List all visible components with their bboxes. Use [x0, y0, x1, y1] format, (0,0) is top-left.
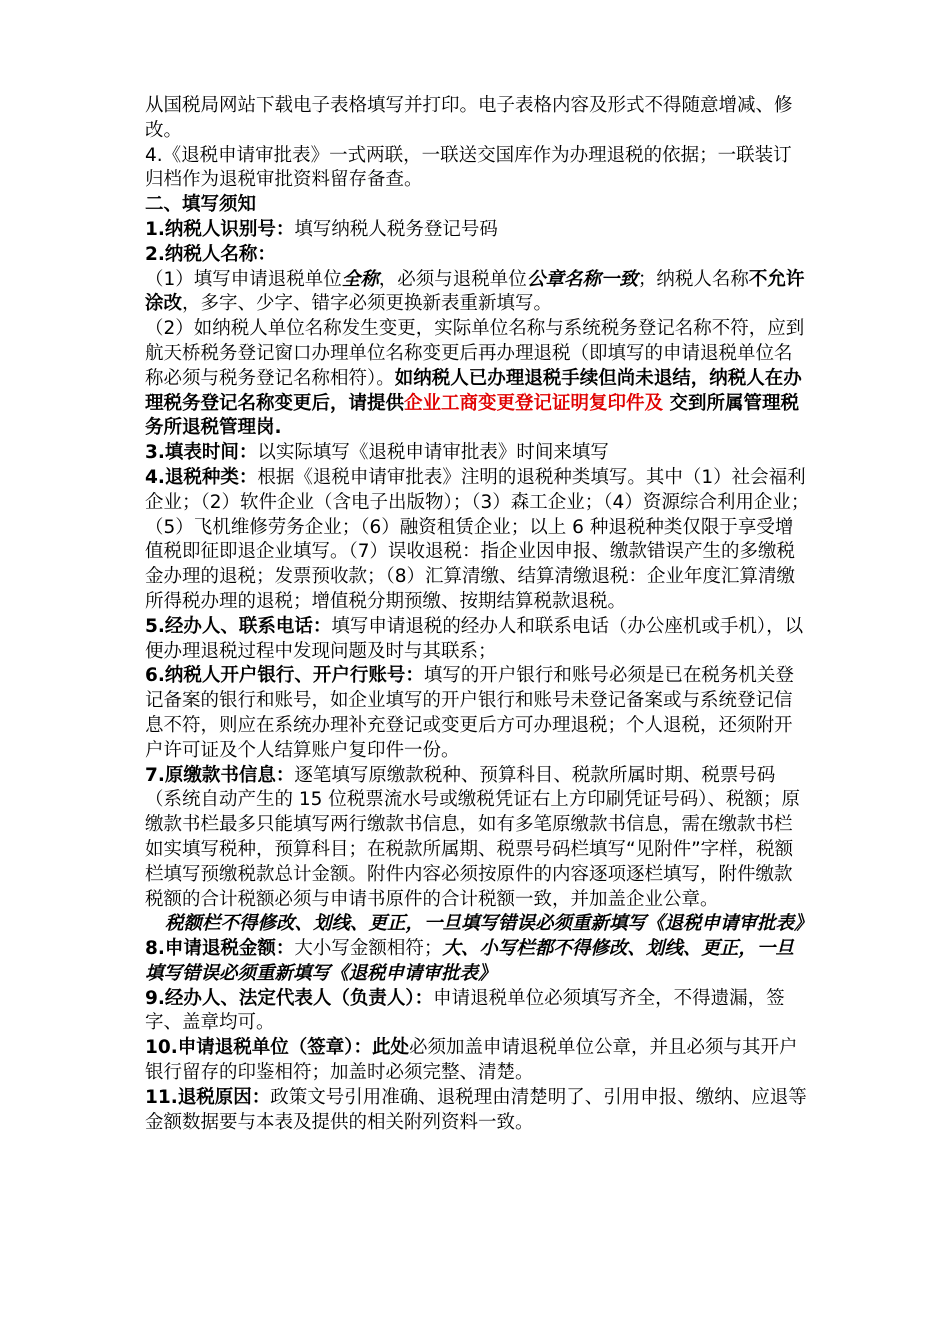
- text-run: ，必须与退税单位: [378, 268, 527, 290]
- item-label: 10.申请退税单位（签章）：: [145, 1037, 373, 1059]
- item-payment-info: [145, 764, 810, 913]
- text-run: ；纳税人名称: [637, 268, 749, 290]
- item-taxpayer-name-sub1: [145, 268, 810, 318]
- item-text: 申请退税单位必须填写齐全，不得遗漏，签字、盖章均可。: [145, 987, 785, 1034]
- bold-run: 如纳税人已办理退税手续但尚未退结，纳税人在办理税务登记名称变更后，请提供: [145, 367, 802, 414]
- item-bank: [145, 664, 810, 763]
- emph-run: 公章名称一致: [526, 268, 638, 290]
- item-label: 3.填表时间：: [145, 442, 258, 464]
- bold-run: 交到所属管理税务所退税管理岗.: [145, 392, 799, 439]
- item-reason: [145, 1086, 810, 1136]
- item-label: 6.纳税人开户银行、开户行账号：: [145, 665, 424, 687]
- item-text: 必须加盖申请退税单位公章，并且必须与其开户银行留存的印鉴相符；加盖时必须完整、清楚。: [145, 1037, 798, 1084]
- item-text: 填写申请退税的经办人和联系电话（办公座机或手机），以便办理退税过程中发现问题及时与其联系；: [145, 615, 804, 662]
- bold-run: 不允许涂改: [145, 268, 805, 315]
- item-taxpayer-name-sub2: [145, 317, 810, 441]
- item-text: 以实际填写《退税申请审批表》时间来填写: [257, 442, 609, 464]
- item-label: 9.经办人、法定代表人（负责人）：: [145, 987, 434, 1009]
- item-label: 7.原缴款书信息：: [145, 764, 295, 786]
- item-contact: [145, 615, 810, 665]
- item-refund-amount: [145, 937, 810, 987]
- item-text: 根据《退税申请审批表》注明的退税种类填写。其中（1）社会福利企业；（2）软件企业（含电子出版物）；（3）森工企业；（4）资源综合利用企业；（5）飞机维修劳务企业；（6）融资租赁企业；以上 6 种退税种类仅限于享受增值税即征即退企业填写。（7）误收退税：指企业因申报、缴款错误产生的多缴税金办理的退税；发票预收款；（8）汇算清缴、结算清缴退税：企业年度汇算清缴所得税办理的退税；增值税分期预缴、按期结算税款退税。: [145, 466, 810, 612]
- red-run: 企业工商变更登记证明复印件及: [404, 392, 664, 414]
- item-taxpayer-id: [145, 218, 810, 243]
- item-refund-type: [145, 466, 810, 615]
- text-run: （1）填写申请退税单位: [145, 268, 342, 290]
- item-signatories: [145, 987, 810, 1037]
- text-run: （2）如纳税人单位名称发生变更，实际单位名称与系统税务登记名称不符，应到航天桥税务登记窗口办理单位名称变更后再办理退税（即填写的申请退税单位名称必须与税务登记名称相符）。: [145, 318, 805, 389]
- item-taxpayer-name-label: 2.纳税人名称：: [145, 243, 276, 265]
- bold-run: 此处: [372, 1037, 410, 1059]
- item-text: 政策文号引用准确、退税理由清楚明了、引用申报、缴纳、应退等金额数据要与本表及提供的相关附列资料一致。: [145, 1086, 807, 1133]
- emph-run: 全称: [341, 268, 379, 290]
- document-page: [145, 94, 813, 1135]
- item-text: 填写的开户银行和账号必须是已在税务机关登记备案的银行和账号，如企业填写的开户银行和账号未登记备案或与系统登记信息不符，则应在系统办理补充登记或变更后方可办理退税；个人退税，还须附开户许可证及个人结算账户复印件一份。: [145, 665, 794, 761]
- emph-run: 大、小写栏都不得修改、划线、更正，一旦填写错误必须重新填写《退税申请审批表》: [145, 938, 794, 984]
- item-label: 8.申请退税金额：: [145, 938, 295, 960]
- text-run: ，多字、少字、错字必须更换新表重新填写。: [182, 293, 553, 315]
- item-label: 4.退税种类：: [145, 466, 258, 488]
- item-seal: [145, 1036, 810, 1086]
- paragraph-copies: 4.《退税申请审批表》一式两联，一联送交国库作为办理退税的依据；一联装订归档作为退税审批资料留存备查。: [145, 144, 792, 191]
- item-text: 逐笔填写原缴款税种、预算科目、税款所属时期、税票号码（系统自动产生的 15 位税票流水号或缴税凭证右上方印刷凭证号码）、税额；原缴款书栏最多只能填写两行缴款书信息，如有多笔原缴款书信息，需在缴款书栏如实填写税种，预算科目；在税款所属期、税票号码栏填写“见附件”字样，税额栏填写预缴税款总计金额。附件内容必须按原件的内容逐项逐栏填写，附件缴款税额的合计税额必须与申请书原件的合计税额一致，并加盖企业公章。: [145, 764, 801, 910]
- item-text: 大小写金额相符；: [294, 938, 443, 960]
- item-label: 1.纳税人识别号：: [145, 218, 295, 240]
- item-payment-note: 税额栏不得修改、划线、更正，一旦填写错误必须重新填写《退税申请审批表》: [165, 913, 813, 935]
- item-label: 5.经办人、联系电话：: [145, 615, 332, 637]
- section-heading: 二、填写须知: [145, 194, 257, 216]
- item-fill-date: [145, 441, 810, 466]
- paragraph-download: 从国税局网站下载电子表格填写并打印。电子表格内容及形式不得随意增减、修改。: [145, 95, 793, 141]
- item-text: 填写纳税人税务登记号码: [294, 218, 498, 240]
- item-label: 11.退税原因：: [145, 1086, 271, 1108]
